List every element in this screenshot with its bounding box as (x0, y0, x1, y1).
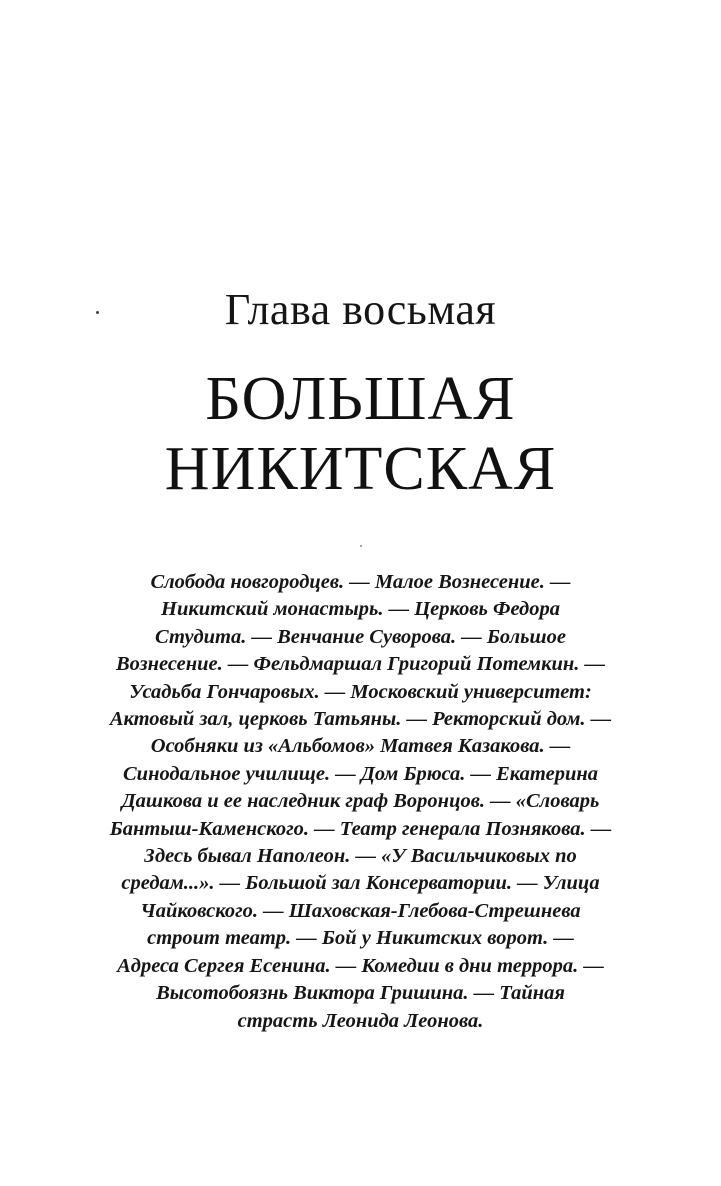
chapter-title (0, 364, 721, 504)
summary-line: Вознесение. — Фельдмаршал Григорий Потемкин. — (115, 653, 606, 676)
summary-line: средам...». — Большой зал Консерватории. — Улица (121, 872, 600, 895)
summary-line: Бантыш-Каменского. — Театр генерала Познякова. — (109, 817, 612, 840)
summary-line: Высотобоязнь Виктора Гришина. — Тайная (156, 982, 565, 1005)
chapter-number: Глава восьмая (224, 285, 497, 334)
summary-line: Никитский монастырь. — Церковь Федора (161, 598, 560, 621)
summary-line: Синодальное училище. — Дом Брюса. — Екатерина (123, 762, 598, 785)
summary-line: Особняки из «Альбомов» Матвея Казакова. — (150, 735, 571, 758)
summary-line: Чайковского. — Шаховская-Глебова-Стрешнева (140, 899, 581, 922)
chapter-title-line: БОЛЬШАЯ (205, 365, 516, 433)
summary-line: страсть Леонида Леонова. (237, 1009, 484, 1032)
chapter-title-line: НИКИТСКАЯ (164, 435, 557, 503)
summary-line: Здесь бывал Наполеон. — «У Васильчиковых по (144, 845, 577, 868)
summary-line: Усадьба Гончаровых. — Московский университет: (129, 680, 592, 703)
summary-line: Студита. — Венчание Суворова. — Большое (155, 625, 566, 648)
summary-line: Адреса Сергея Есенина. — Комедии в дни террора. — (117, 954, 604, 977)
print-speck (360, 545, 362, 547)
summary-line: Слобода новгородцев. — Малое Вознесение. — (150, 571, 571, 593)
chapter-summary (30, 569, 691, 1035)
summary-line: Актовый зал, церковь Татьяны. — Ректорский дом. — (109, 708, 612, 731)
summary-line: Дашкова и ее наследник граф Воронцов. — «Словарь (121, 790, 600, 813)
summary-line: строит театр. — Бой у Никитских ворот. — (147, 927, 574, 950)
